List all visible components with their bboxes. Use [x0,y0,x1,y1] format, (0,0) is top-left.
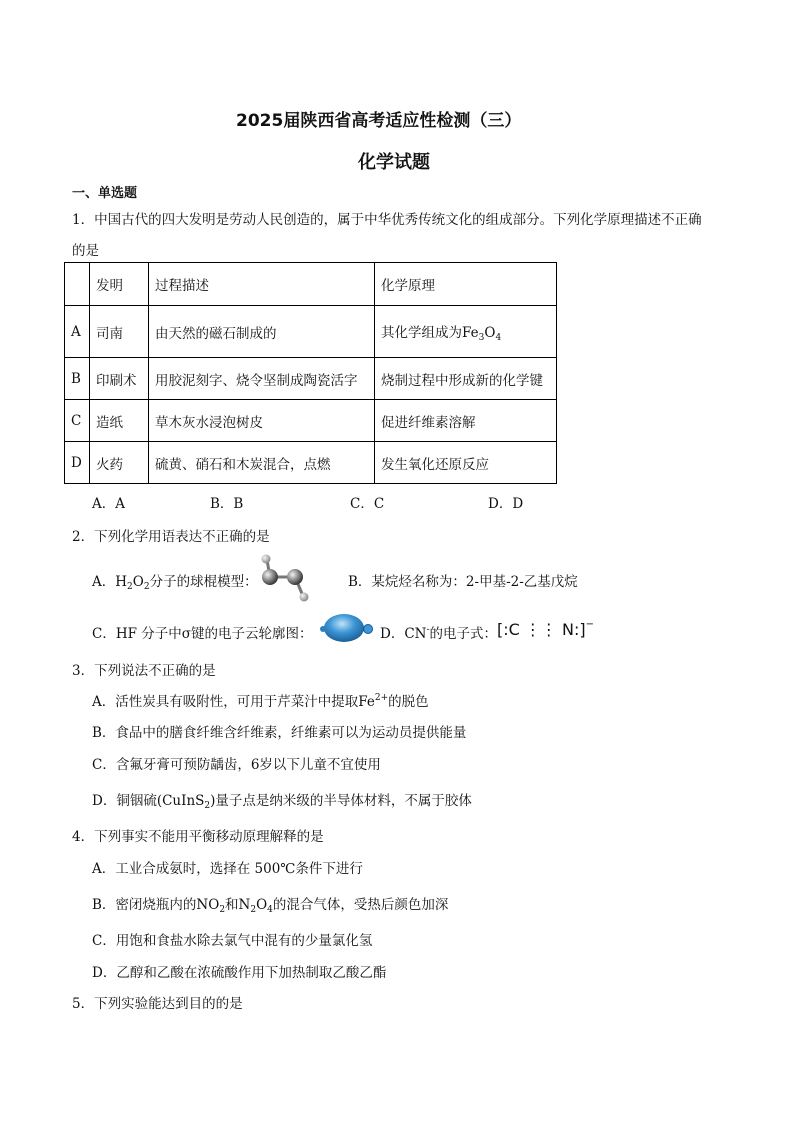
atom-n: N [561,620,574,639]
q3-option-c: C．含氟牙膏可预防龋齿，6岁以下儿童不宜使用 [92,757,381,773]
row-invention: 造纸 [90,400,149,442]
option-text: 的混合气体，受热后颜色加深 [272,897,449,913]
row-invention: 印刷术 [90,358,149,400]
sigma-bond-orbital-icon [317,610,375,646]
subscript: 2 [143,582,150,592]
row-label: B [65,358,90,400]
option-text: 分子的球棍模型： [149,574,258,590]
q1-header-cell: 化学原理 [375,263,557,306]
row-process: 用胶泥刻字、烧令坚制成陶瓷活字 [149,358,375,400]
option-text: A．H [92,574,128,590]
h2o2-ball-stick-model [254,553,312,603]
option-text: 和N [225,897,251,913]
subscript: 2 [250,905,257,915]
q1-option-b: B．B [210,496,244,512]
q1-option-a: A．A [92,496,125,512]
subscript: 2 [204,801,211,811]
lone-pair-dots: : [503,620,509,639]
q1-header-cell: 发明 [90,263,149,306]
q4-option-d: D．乙醇和乙酸在浓硫酸作用下加热制取乙酸乙酯 [92,965,387,981]
subscript: 3 [478,332,485,343]
subscript: 2 [219,905,226,915]
row-invention: 火药 [90,442,149,484]
charge-superscript: − [585,619,594,630]
option-text: A．活性炭具有吸附性，可用于芹菜汁中提取Fe [92,694,375,710]
page-subtitle: 化学试题 [358,152,430,173]
superscript: - [426,625,430,635]
row-principle: 烧制过程中形成新的化学键 [375,358,557,400]
q1-stem-line2: 的是 [72,243,99,259]
bracket-left: [ [497,620,504,639]
option-text: D．CN [380,626,427,642]
principle-text: O [484,324,496,341]
option-text: O [132,574,144,590]
q2-option-a [92,570,258,592]
row-principle: 促进纤维素溶解 [375,400,557,442]
cn-lewis-structure [497,619,594,639]
principle-text: 其化学组成为Fe [381,324,479,341]
q1-table [64,262,557,484]
option-text: B．密闭烧瓶内的NO [92,897,220,913]
section-heading: 一、单选题 [72,186,138,201]
row-principle [375,306,557,358]
triple-bond-dots: ⋮⋮ [519,620,562,639]
q2-stem: 2．下列化学用语表达不正确的是 [72,529,270,545]
q3-option-b: B．食品中的膳食纤维含纤维素，纤维素可以为运动员提供能量 [92,725,467,741]
q2-option-d [380,622,497,642]
q1-stem-line1: 1．中国古代的四大发明是劳动人民创造的，属于中华优秀传统文化的组成部分。下列化学原理描述不正确 [72,212,702,228]
q1-table-header-row [65,263,557,306]
table-row [65,400,557,442]
option-text: 的电子式： [429,626,498,642]
q4-option-a: A．工业合成氨时，选择在 500℃条件下进行 [92,861,363,877]
q3-option-d [92,789,472,811]
row-label: D [65,442,90,484]
atom-c: C [508,620,520,639]
bracket-right: ] [579,620,586,639]
table-row [65,306,557,358]
q1-header-cell: 过程描述 [149,263,375,306]
q3-stem: 3．下列说法不正确的是 [72,663,216,679]
row-invention: 司南 [90,306,149,358]
row-process: 草木灰水浸泡树皮 [149,400,375,442]
row-label: C [65,400,90,442]
option-text: O [256,897,268,913]
table-row [65,358,557,400]
lone-pair-dots: : [573,620,580,639]
q1-option-d: D．D [488,496,524,512]
q5-stem: 5．下列实验能达到目的的是 [72,996,243,1012]
option-text: 的脱色 [388,694,429,710]
subscript: 4 [495,332,502,343]
subscript: 4 [267,905,273,915]
page-title: 2025届陕西省高考适应性检测（三） [236,111,522,131]
subscript: 2 [127,582,133,592]
q4-option-b [92,893,448,915]
option-text: )量子点是纳米级的半导体材料，不属于胶体 [210,793,472,809]
row-label: A [65,306,90,358]
q2-option-c: C．HF 分子中σ键的电子云轮廓图： [92,626,313,642]
q4-stem: 4．下列事实不能用平衡移动原理解释的是 [72,829,324,845]
q1-option-c: C．C [350,496,385,512]
row-process: 由天然的磁石制成的 [149,306,375,358]
superscript: 2+ [374,693,389,703]
q2-option-b: B．某烷烃名称为：2-甲基-2-乙基戊烷 [348,574,578,590]
option-text: D．铜铟硫(CuInS [92,793,205,809]
q4-option-c: C．用饱和食盐水除去氯气中混有的少量氯化氢 [92,933,373,949]
q3-option-a [92,690,429,710]
table-row [65,442,557,484]
row-process: 硫黄、硝石和木炭混合，点燃 [149,442,375,484]
q1-header-cell [65,263,90,306]
row-principle: 发生氧化还原反应 [375,442,557,484]
